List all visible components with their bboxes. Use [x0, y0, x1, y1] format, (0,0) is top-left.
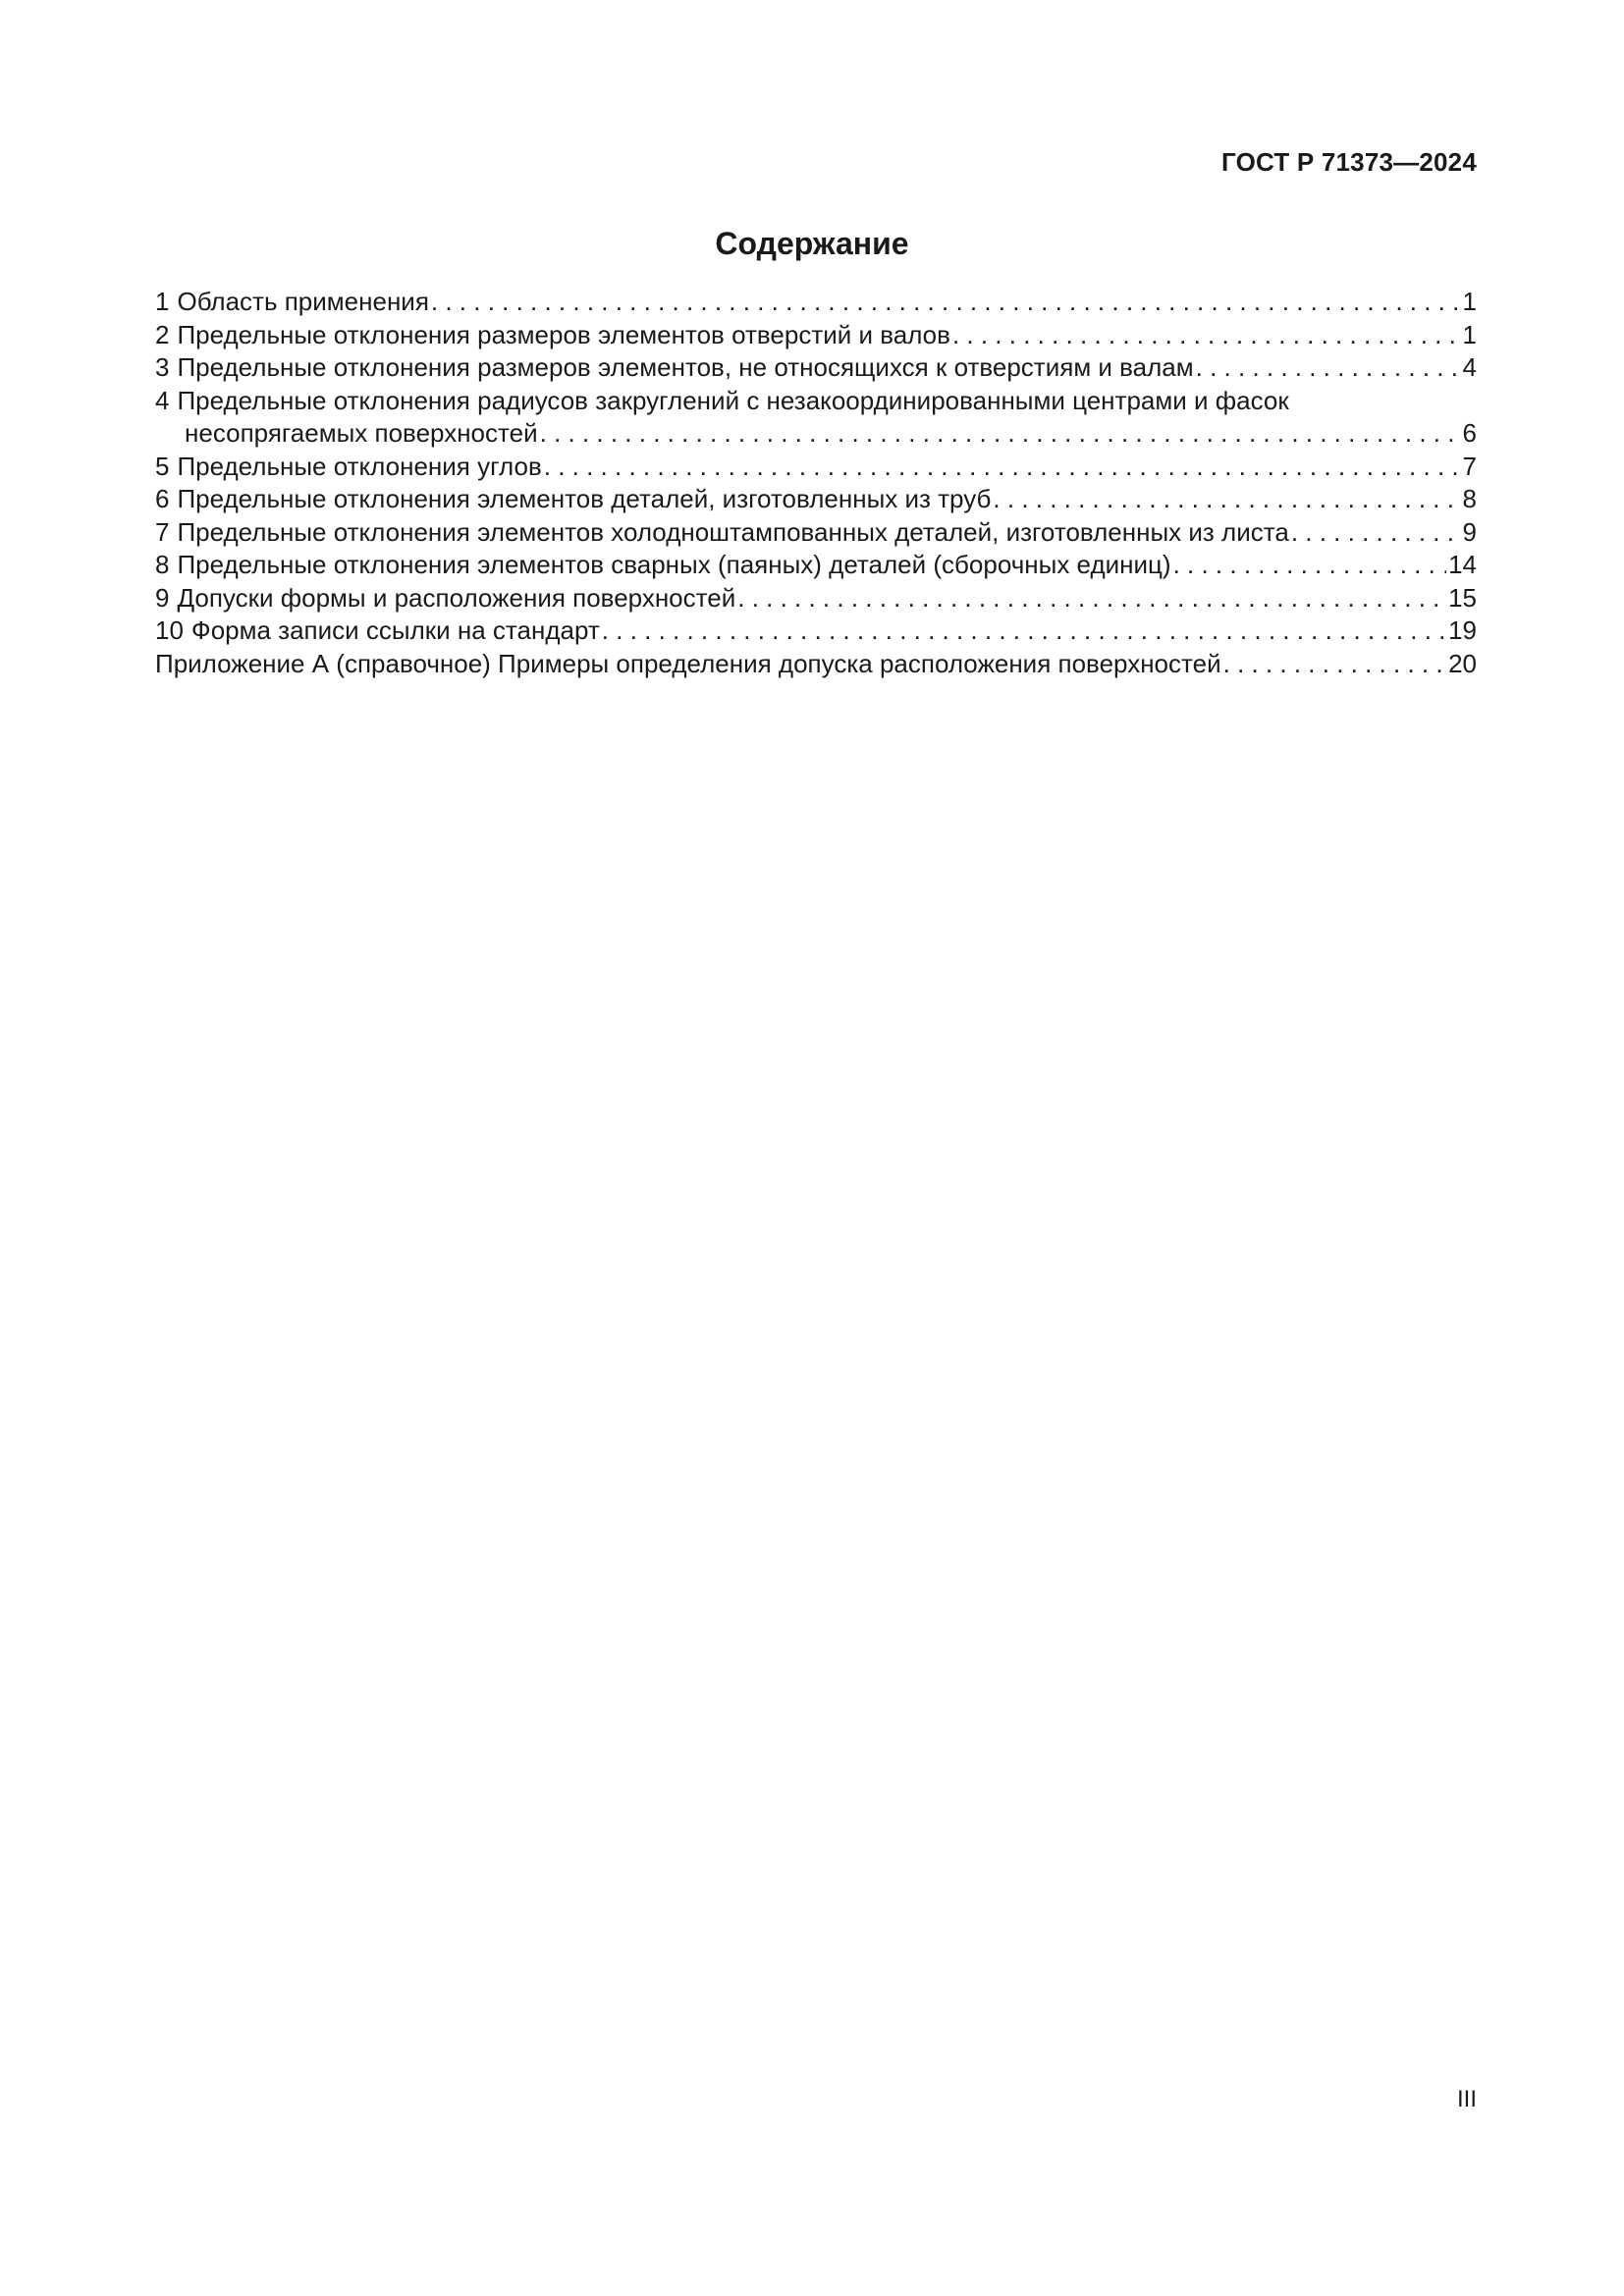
toc-item-title-continuation: несопрягаемых поверхностей	[185, 418, 538, 448]
toc-item-number: 9	[155, 582, 170, 613]
toc-item[interactable]	[155, 582, 1477, 615]
toc-list	[155, 286, 1477, 680]
toc-item-title: Предельные отклонения размеров элементов отверстий и валов	[177, 319, 950, 349]
toc-dot-leader	[602, 614, 1446, 648]
toc-line	[155, 614, 1477, 648]
toc-line	[155, 516, 1477, 550]
toc-item-number: 3	[155, 352, 170, 382]
toc-line	[155, 582, 1477, 615]
toc-line	[155, 385, 1477, 418]
toc-item-page: 1	[1462, 319, 1477, 349]
toc-item[interactable]	[155, 483, 1477, 516]
toc-item-page: 6	[1462, 418, 1477, 448]
toc-item-page: 15	[1448, 582, 1477, 613]
toc-line	[155, 286, 1477, 319]
toc-dot-leader	[1173, 549, 1447, 582]
toc-dot-leader	[1196, 351, 1461, 385]
toc-dot-leader	[952, 319, 1461, 352]
toc-dot-leader	[431, 286, 1461, 319]
toc-item-title: Приложение А (справочное) Примеры определения допуска расположения поверхностей	[155, 648, 1221, 678]
toc-line-continuation	[155, 417, 1477, 451]
toc-item-number: 5	[155, 451, 170, 481]
toc-item-page: 8	[1462, 484, 1477, 513]
toc-item-title: Допуски формы и расположения поверхностей	[177, 582, 736, 613]
toc-item[interactable]	[155, 614, 1477, 648]
toc-item-title: Предельные отклонения элементов сварных (паяных) деталей (сборочных единиц)	[177, 550, 1171, 579]
toc-dot-leader	[737, 582, 1446, 615]
toc-item-title: Предельные отклонения элементов деталей, изготовленных из труб	[177, 484, 992, 513]
toc-item-page: 20	[1448, 648, 1477, 678]
toc-item[interactable]	[155, 319, 1477, 352]
toc-item-page: 1	[1462, 287, 1477, 316]
page-number: III	[1456, 2086, 1477, 2112]
toc-line	[155, 483, 1477, 516]
toc-item-page: 14	[1448, 550, 1477, 579]
toc-item-number: 7	[155, 516, 170, 547]
toc-item-number: 1	[155, 287, 170, 316]
toc-item[interactable]	[155, 286, 1477, 319]
toc-line	[155, 351, 1477, 385]
toc-line	[155, 319, 1477, 352]
toc-item[interactable]	[155, 351, 1477, 385]
toc-item[interactable]	[155, 451, 1477, 484]
toc-item-page: 4	[1462, 352, 1477, 382]
toc-line	[155, 648, 1477, 681]
toc-item-number: 10	[155, 615, 184, 645]
toc-item-title: Область применения	[177, 287, 429, 316]
toc-item-number: 6	[155, 484, 170, 513]
toc-dot-leader	[1291, 516, 1461, 550]
toc-item-title: Предельные отклонения размеров элементов, не относящихся к отверстиям и валам	[177, 352, 1194, 382]
toc-dot-leader	[544, 451, 1461, 484]
toc-dot-leader	[540, 417, 1461, 451]
toc-item-title: Форма записи ссылки на стандарт	[190, 615, 600, 645]
toc-line	[155, 451, 1477, 484]
toc-item-page: 9	[1462, 516, 1477, 547]
toc-line	[155, 549, 1477, 582]
toc-item-page: 19	[1448, 615, 1477, 645]
toc-item-number: 2	[155, 319, 170, 349]
toc-item-number: 8	[155, 550, 170, 579]
toc-item-title: Предельные отклонения элементов холодноштампованных деталей, изготовленных из листа	[177, 516, 1289, 547]
toc-item[interactable]	[155, 549, 1477, 582]
toc-item-title: Предельные отклонения радиусов закруглений с незакоординированными центрами и фасок	[177, 385, 1289, 415]
toc-item[interactable]	[155, 516, 1477, 550]
toc-item-appendix[interactable]	[155, 648, 1477, 681]
toc-item[interactable]	[155, 385, 1477, 451]
toc-item-title: Предельные отклонения углов	[177, 451, 542, 481]
toc-item-number: 4	[155, 385, 170, 415]
document-code: ГОСТ Р 71373—2024	[1221, 147, 1477, 177]
toc-dot-leader	[1223, 648, 1446, 681]
toc-title: Содержание	[715, 226, 909, 261]
toc-dot-leader	[993, 483, 1460, 516]
toc-item-page: 7	[1462, 451, 1477, 481]
